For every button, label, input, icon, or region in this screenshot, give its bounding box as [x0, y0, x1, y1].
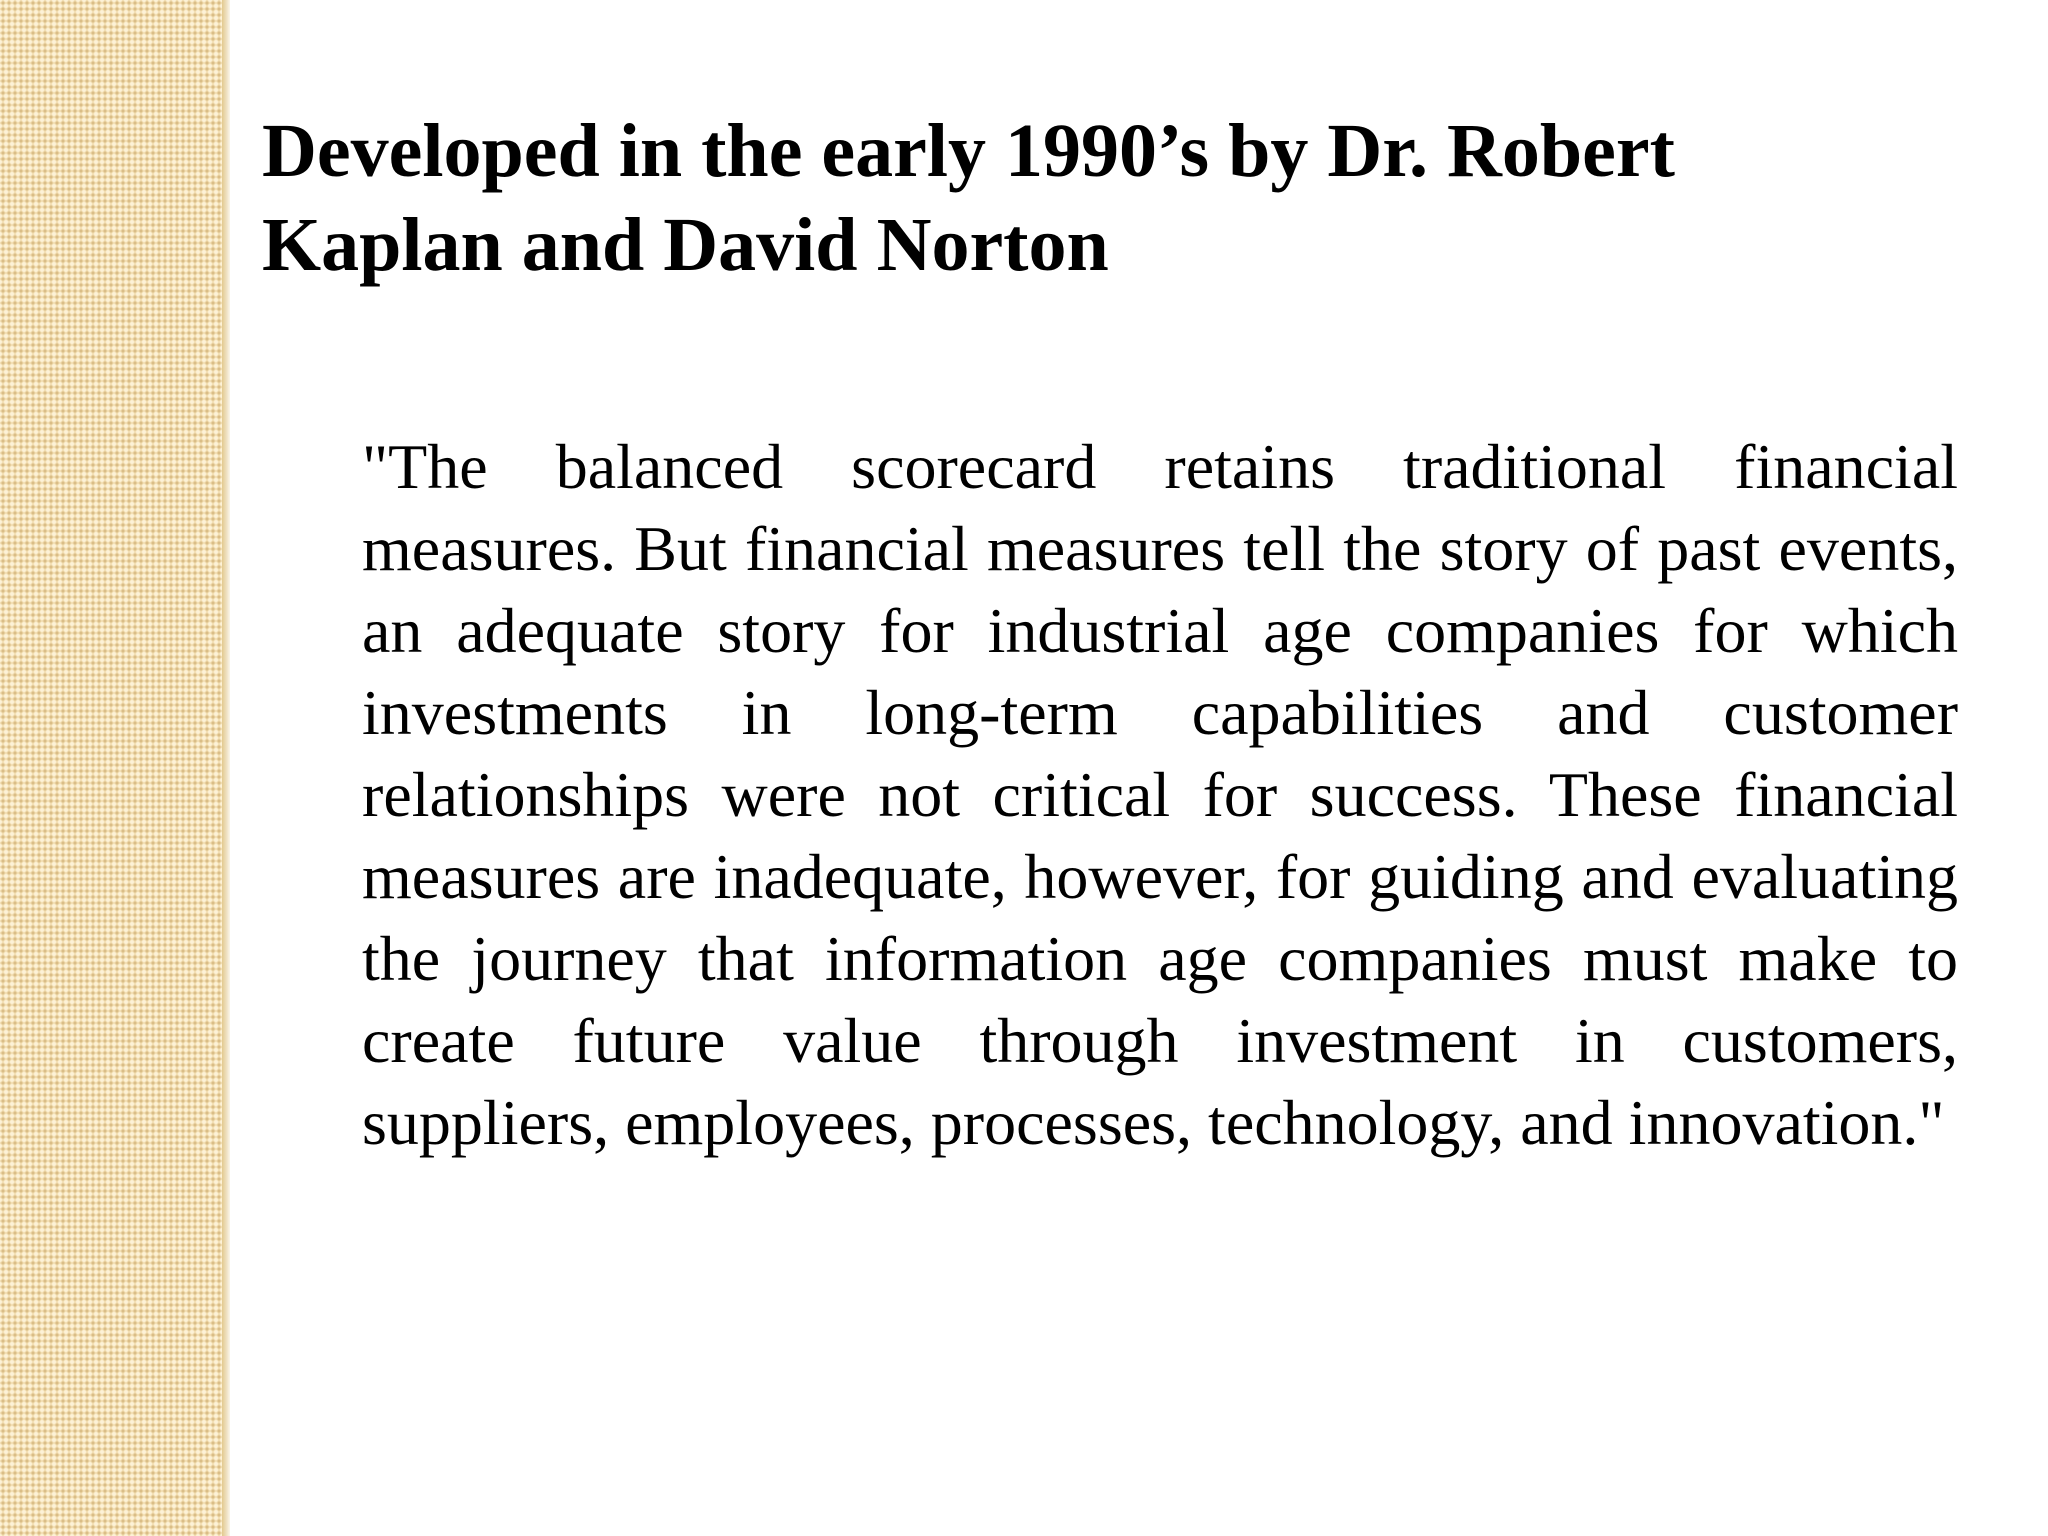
- decorative-side-pattern: [0, 0, 222, 1536]
- side-pattern-edge: [222, 0, 230, 1536]
- slide-title: Developed in the early 1990’s by Dr. Robert Kaplan and David Norton: [262, 109, 1675, 287]
- quote-paragraph: "The balanced scorecard retains traditional financial measures. But financial measures tell the story of past events, an adequate story for industrial age companies for which investments in long-term capabilities and customer relationships were not critical for success. These financial measures are inadequate, however, for guiding and evaluating the journey that information age companies must make to create future value through investment in customers, suppliers, employees, processes, technology, and innovation.": [362, 431, 1958, 1158]
